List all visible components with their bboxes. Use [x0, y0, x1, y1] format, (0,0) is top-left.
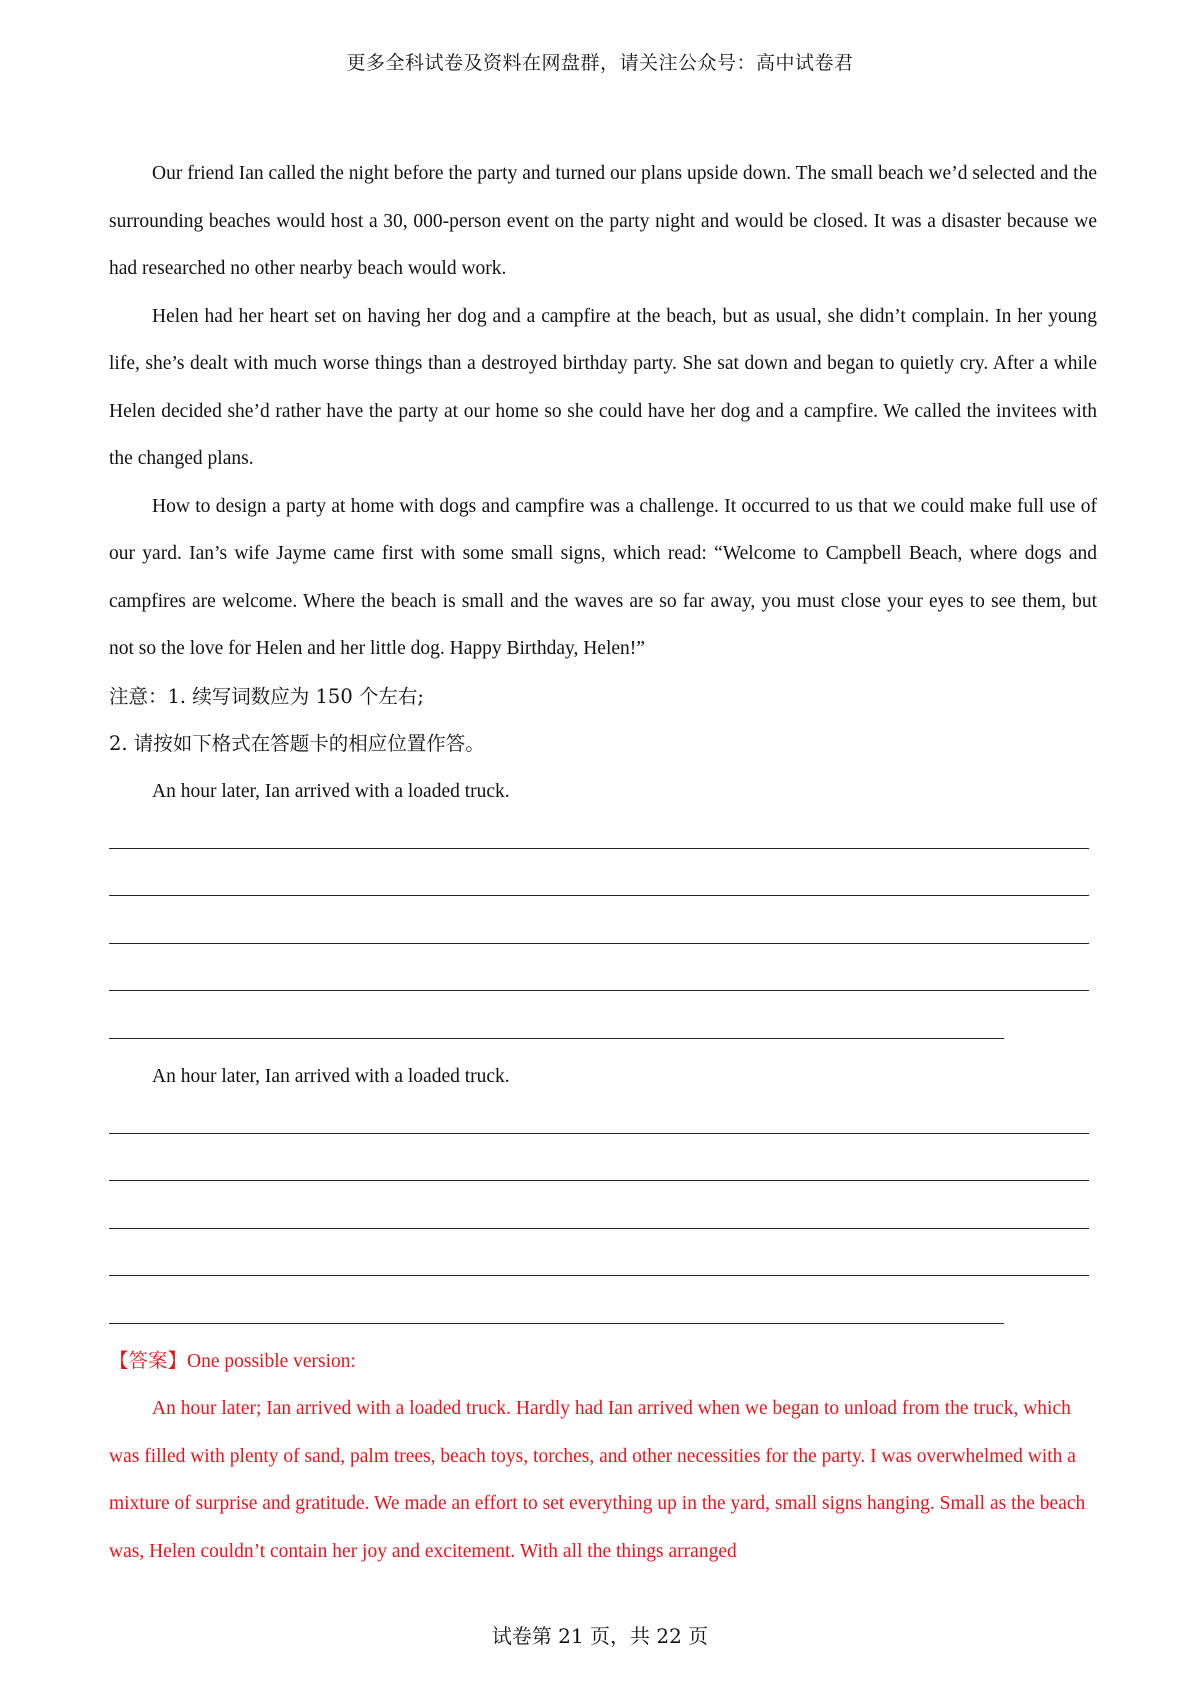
story-paragraph-2: Helen had her heart set on having her dog and a campfire at the beach, but as usual, she didn’t complain. In her young life, she’s dealt with much worse things than a destroyed birthday party. She sat down and began to quietly cry. After a while Helen decided she’d rather have the party at our home so she could have her dog and a campfire. We called the invitees with the changed plans. — [109, 305, 1097, 469]
blank-line — [109, 1005, 1097, 1053]
blank-line — [109, 1290, 1097, 1338]
writing-prompt-2: An hour later, Ian arrived with a loaded truck. — [152, 1065, 510, 1087]
note-line-2: 2. 请按如下格式在答题卡的相应位置作答。 — [109, 732, 485, 755]
page-header: 更多全科试卷及资料在网盘群，请关注公众号：高中试卷君 — [346, 52, 854, 74]
blank-line — [109, 863, 1097, 911]
blank-line — [109, 1243, 1097, 1291]
story-paragraph-3: How to design a party at home with dogs and campfire was a challenge. It occurred to us that we could make full use of our yard. Ian’s wife Jayme came first with some small signs, which read: “Welcome to Campbell Beach, where dogs and campfires are welcome. Where the beach is small and the waves are so far away, you must close your eyes to see them, but not so the love for Helen and her little dog. Happy Birthday, Helen!” — [109, 495, 1097, 659]
blank-line — [109, 1148, 1097, 1196]
blank-line — [109, 958, 1097, 1006]
note-line-1: 注意：1. 续写词数应为 150 个左右; — [109, 684, 424, 708]
answer-text: An hour later; Ian arrived with a loaded truck. Hardly had Ian arrived when we began to unload from the truck, which was filled with plenty of sand, palm trees, beach toys, torches, and other necessities for the party. I was overwhelmed with a mixture of surprise and gratitude. We made an effort to set everything up in the yard, small signs hanging. Small as the beach was, Helen couldn’t contain her joy and excitement. With all the things arranged — [109, 1398, 1086, 1562]
blank-line — [109, 910, 1097, 958]
blank-line — [109, 1100, 1097, 1148]
answer-blank-area-1 — [109, 815, 1097, 1053]
blank-line — [109, 1195, 1097, 1243]
writing-prompt-1: An hour later, Ian arrived with a loaded truck. — [152, 780, 510, 802]
blank-line — [109, 815, 1097, 863]
document-body — [109, 150, 1097, 1575]
answer-label: 【答案】One possible version: — [109, 1350, 356, 1372]
page-footer: 试卷第 21 页，共 22 页 — [491, 1624, 709, 1648]
story-paragraph-1: Our friend Ian called the night before the party and turned our plans upside down. The small beach we’d selected and the surrounding beaches would host a 30, 000-person event on the party night and would be closed. It was a disaster because we had researched no other nearby beach would work. — [109, 163, 1097, 279]
answer-blank-area-2 — [109, 1100, 1097, 1338]
